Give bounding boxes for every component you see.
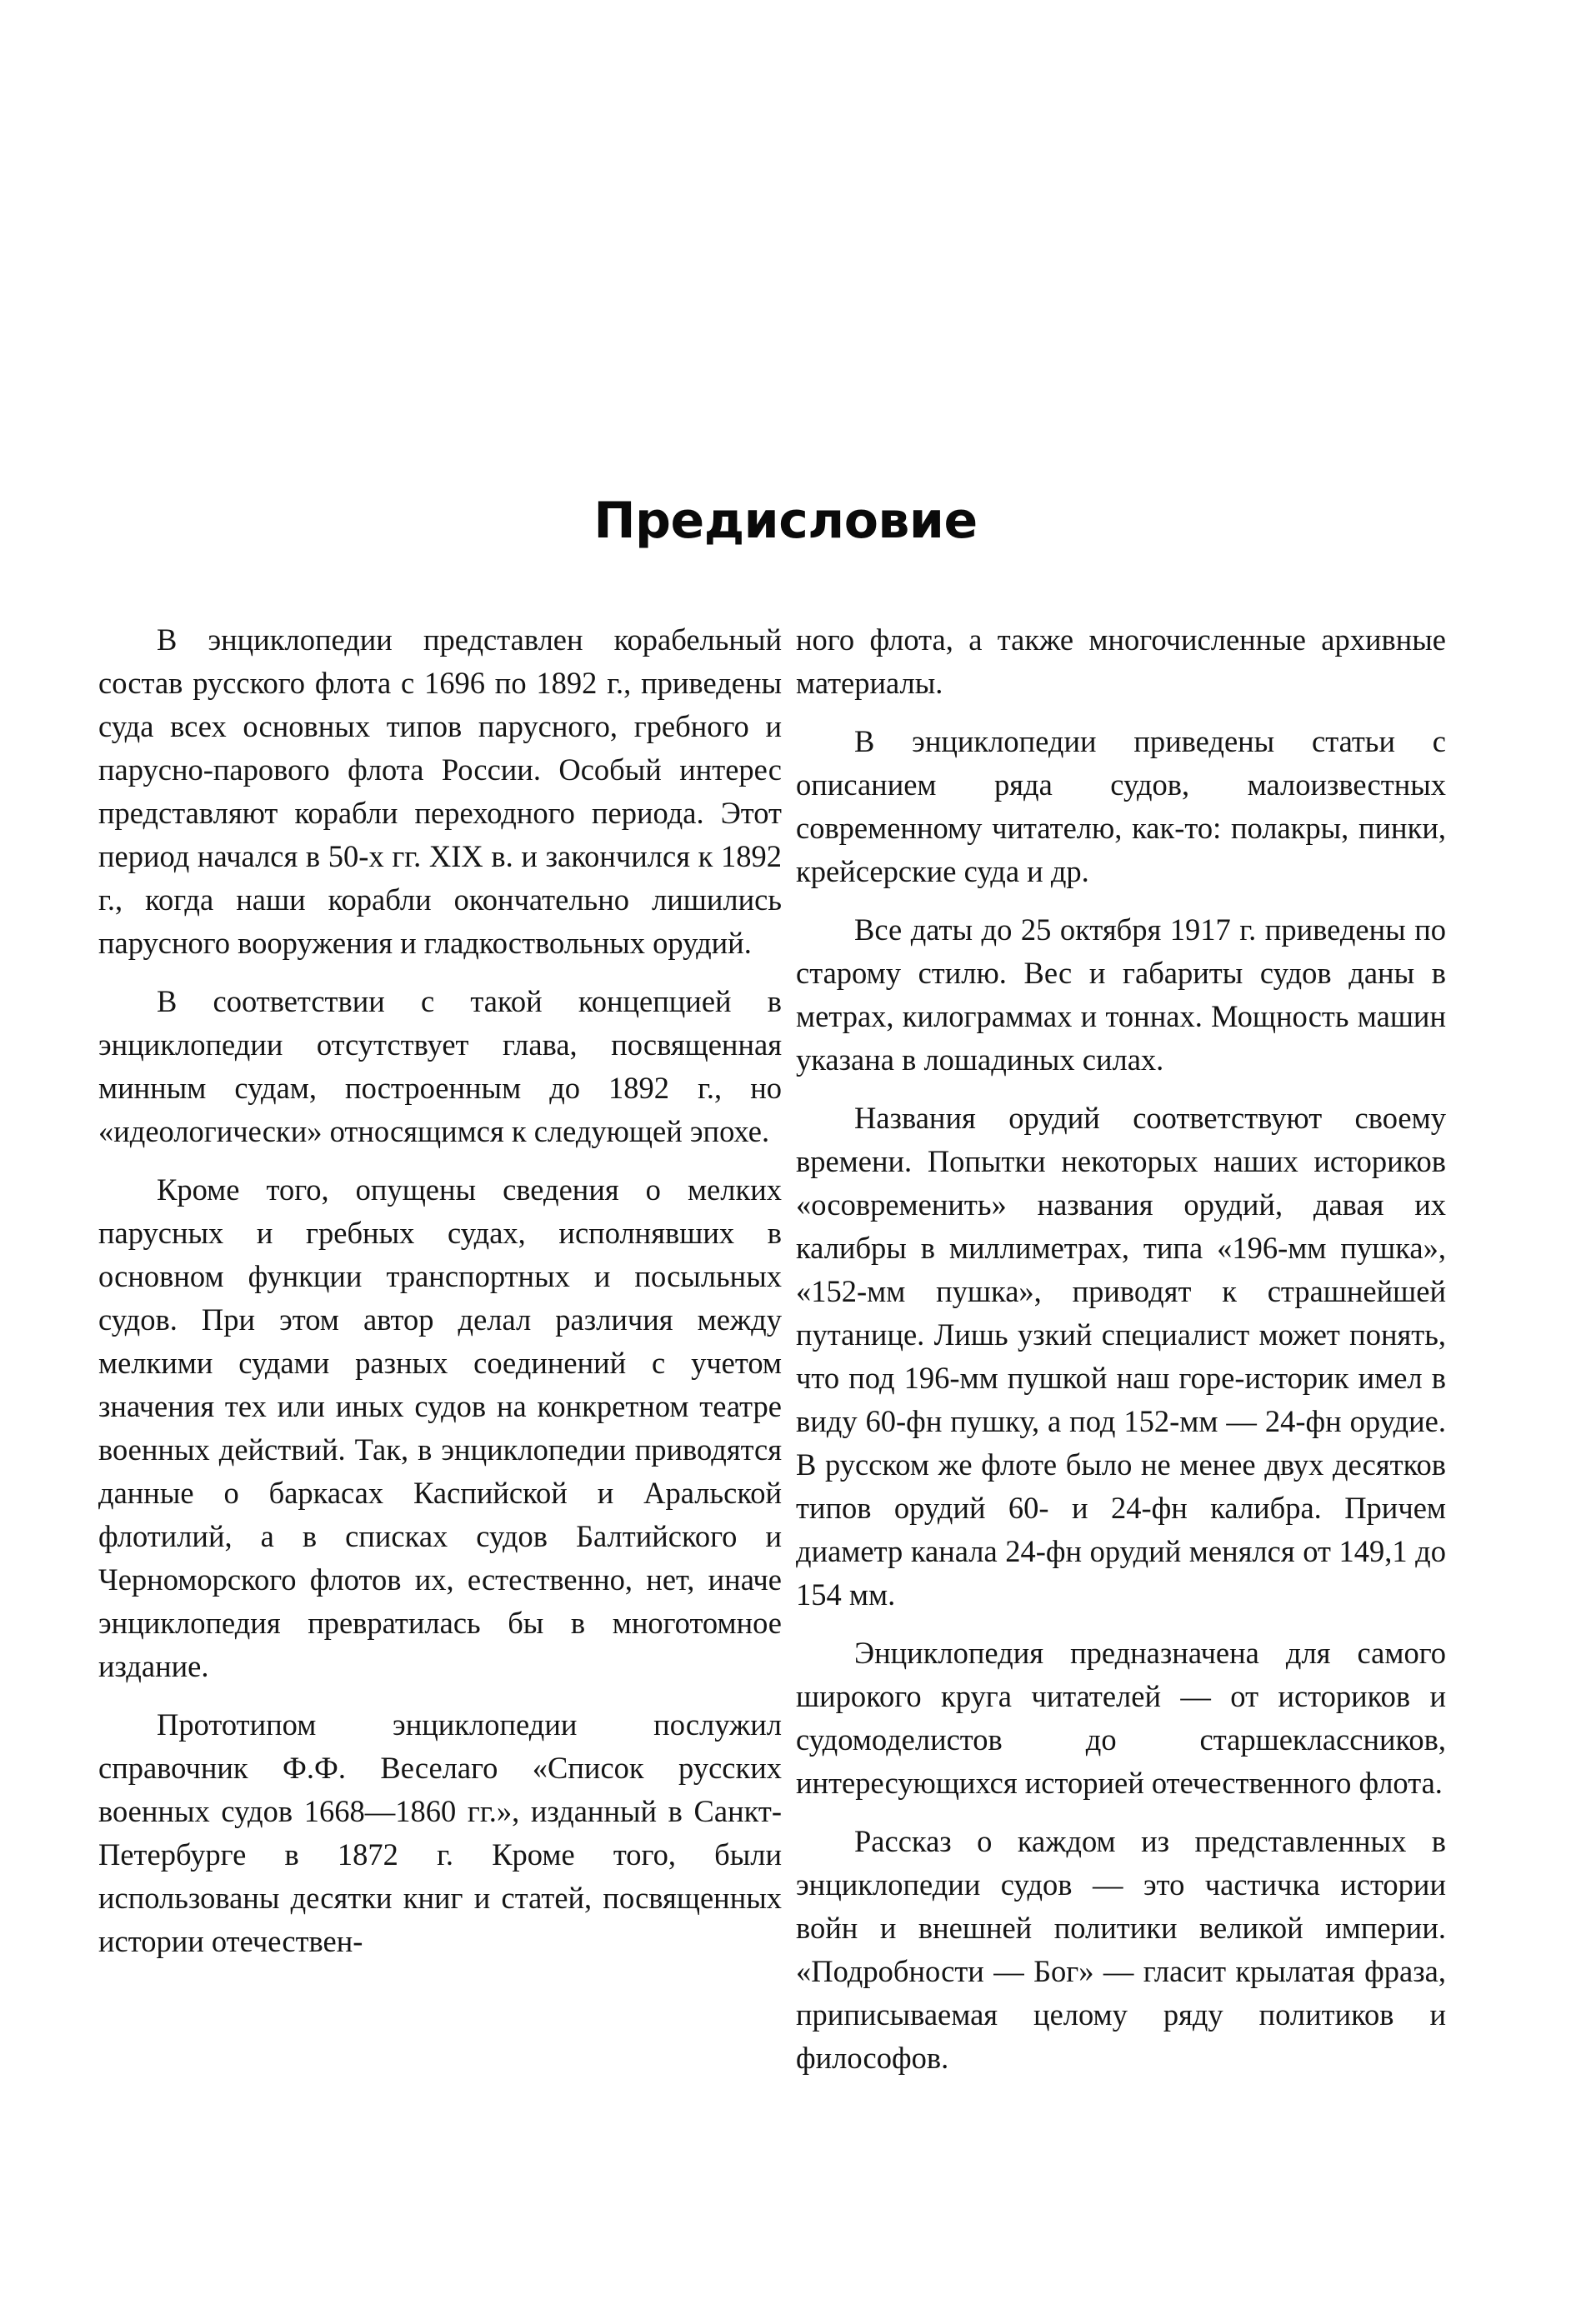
- page-title: Предисловие: [593, 492, 978, 550]
- paragraph: В энциклопедии приведены статьи с описанием ряда судов, малоизвестных современному читателю, как-то: полакры, пинки, крейсерские суда и др.: [796, 724, 1446, 888]
- paragraph: В энциклопедии представлен корабельный состав русского флота с 1696 по 1892 г., приведены суда всех основных типов парусного, гребного и парусно-парового флота России. Особый интерес представляют корабли переходного периода. Этот период начался в 50-х гг. XIX в. и закончился к 1892 г., когда наши корабли окончательно лишились парусного вооружения и гладкоствольных орудий.: [98, 622, 782, 960]
- paragraph: В соответствии с такой концепцией в энциклопедии отсутствует глава, посвященная минным судам, построенным до 1892 г., но «идеологически» относящимся к следующей эпохе.: [98, 984, 782, 1148]
- paragraph: Кроме того, опущены сведения о мелких парусных и гребных судах, исполнявших в основном функции транспортных и посыльных судов. При этом автор делал различия между мелкими судами разных соединений с учетом значения тех или иных судов на конкретном театре военных действий. Так, в энциклопедии приводятся данные о баркасах Каспийской и Аральской флотилий, а в списках судов Балтийского и Черноморского флотов их, естественно, нет, иначе энциклопедия превратилась бы в многотомное издание.: [98, 1172, 782, 1683]
- paragraph: Названия орудий соответствуют своему времени. Попытки некоторых наших историков «осовременить» названия орудий, давая их калибры в миллиметрах, типа «196-мм пушка», «152-мм пушка», приводят к страшнейшей путанице. Лишь узкий специалист может понять, что под 196-мм пушкой наш горе-историк имел в виду 60-фн пушку, а под 152-мм — 24-фн орудие. В русском же флоте было не менее двух десятков типов орудий 60- и 24-фн калибра. Причем диаметр канала 24-фн орудий менялся от 149,1 до 154 мм.: [796, 1101, 1446, 1612]
- paragraph: Рассказ о каждом из представленных в энциклопедии судов — это частичка истории войн и внешней политики великой империи. «Подробности — Бог» — гласит крылатая фраза, приписываемая целому ряду политиков и философов.: [796, 1824, 1446, 2075]
- left-column: [98, 618, 782, 1978]
- paragraph: Все даты до 25 октября 1917 г. приведены по старому стилю. Вес и габариты судов даны в метрах, килограммах и тоннах. Мощность машин указана в лошадиных силах.: [796, 912, 1446, 1077]
- right-column: [796, 618, 1446, 2095]
- paragraph: Энциклопедия предназначена для самого широкого круга читателей — от историков и судомоделистов до старшеклассников, интересующихся историей отечественного флота.: [796, 1636, 1446, 1800]
- paragraph-continued: ного флота, а также многочисленные архивные материалы.: [796, 622, 1446, 700]
- paragraph: Прототипом энциклопедии послужил справочник Ф.Ф. Веселаго «Список русских военных судов 1668—1860 гг.», изданный в Санкт-Петербурге в 1872 г. Кроме того, были использованы десятки книг и статей, посвященных истории отечествен-: [98, 1707, 782, 1958]
